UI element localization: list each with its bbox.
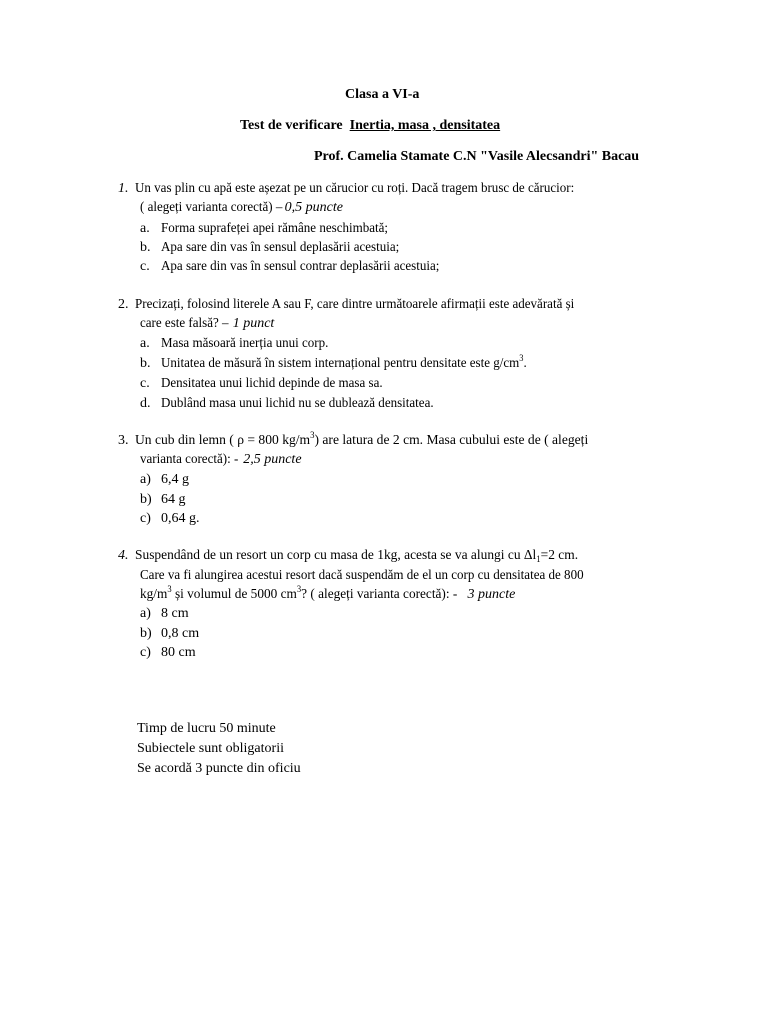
question-4-points: 3 puncte [467,587,516,602]
option-label: a) [140,472,151,487]
q3-option-a [140,471,151,489]
q2-option-c [140,375,150,393]
q4-option-b-text: 0,8 cm [161,626,200,641]
question-2-number: 2. [118,297,129,312]
q1-option-a [140,220,150,238]
option-label: c. [140,376,150,391]
option-label: b. [140,356,151,371]
footer-mandatory: Subiectele sunt obligatorii [137,741,284,756]
q2-option-a [140,335,150,353]
question-3-line-1 [118,432,602,450]
question-4-text [135,547,578,565]
q4-text-b: =2 cm. [540,548,579,563]
delta-l-symbol: Δl [523,548,537,563]
q4-text-3a: kg/m [140,587,168,602]
question-4-line-1 [118,547,597,565]
option-text: Unitatea de măsură în sistem internațional pentru densitate este g/cm [161,356,520,371]
q1-option-c-text: Apa sare din vas în sensul contrar deplasării acestuia; [161,259,440,274]
question-3-line-2 [140,451,302,469]
superscript: 3 [310,430,315,440]
superscript: 3 [167,584,172,594]
question-1-text: Un vas plin cu apă este așezat pe un cărucior cu roți. Dacă tragem brusc de cărucior: [135,181,575,196]
option-label: a. [140,221,150,236]
q1-option-b-text: Apa sare din vas în sensul deplasării acestuia; [161,240,400,255]
author-line: Prof. Camelia Stamate C.N "Vasile Alecsandri" Bacau [314,149,640,164]
question-1-points: 0,5 puncte [284,200,343,215]
q3-option-b-text: 64 g [161,492,186,507]
q4-text-3b: și volumul de 5000 cm [171,587,297,602]
question-4-line-2 [140,567,617,585]
q3-option-c-text: 0,64 g. [161,511,200,526]
test-title-prefix: Test de verificare [240,118,343,133]
q3-option-a-text: 6,4 g [161,472,189,487]
q3-option-c [140,510,151,528]
q4-text-a: Suspendând de un resort un corp cu masa de 1kg, acesta se va alungi cu [135,548,524,563]
question-1-line-2 [140,199,343,217]
footer-bonus: Se acordă 3 puncte din oficiu [137,761,301,776]
test-topic: Inertia, masa , densitatea [349,118,501,133]
q3-option-b [140,491,152,509]
q2-option-b-text [161,355,527,373]
option-label: c) [140,511,151,526]
question-1-line-1 [118,180,607,198]
question-2-line-1 [118,296,607,314]
q3-text-a: Un cub din lemn ( ρ = 800 kg/m [135,433,311,448]
q2-option-c-text: Densitatea unui lichid depinde de masa sa. [161,376,383,391]
q2-option-d [140,395,151,413]
q4-text-3c: ? ( alegeți varianta corectă): - [301,587,458,602]
q4-option-a-text: 8 cm [161,606,189,621]
option-label: c) [140,645,151,660]
question-3-text [135,432,588,450]
question-1-number: 1. [118,181,129,196]
question-3-number: 3. [118,433,129,448]
subscript: 1 [536,554,541,564]
option-label: d. [140,396,151,411]
class-title: Clasa a VI-a [345,87,420,102]
test-title [240,117,500,135]
question-2-points: 1 punct [232,316,275,331]
question-4-text-2: Care va fi alungirea acestui resort dacă suspendăm de el un corp cu densitatea de 800 [140,568,584,583]
question-2-text: Precizați, folosind literele A sau F, care dintre următoarele afirmații este adevărată și [135,297,575,312]
q2-option-a-text: Masa măsoară inerția unui corp. [161,336,329,351]
question-1-text-2: ( alegeți varianta corectă) – [140,200,283,215]
question-2-line-2 [140,315,274,333]
q1-option-c [140,258,150,276]
q3-text-b: ) are latura de 2 cm. Masa cubului este de ( alegeți [314,433,589,448]
question-4-line-3 [140,586,515,604]
q2-option-d-text: Dublând masa unui lichid nu se dublează densitatea. [161,396,434,411]
q2-option-b [140,355,151,373]
q1-option-b [140,239,151,257]
question-2-text-2: care este falsă? – [140,316,229,331]
superscript: 3 [296,584,302,594]
question-4-number: 4. [118,548,129,563]
option-label: a) [140,606,151,621]
q1-option-a-text: Forma suprafeței apei rămâne neschimbată; [161,221,389,236]
q4-option-b [140,625,152,643]
option-label: b) [140,492,152,507]
option-label: a. [140,336,150,351]
option-label: b. [140,240,151,255]
footer-time: Timp de lucru 50 minute [137,721,276,736]
option-label: b) [140,626,152,641]
superscript: 3 [519,353,524,363]
question-3-points: 2,5 puncte [243,452,302,467]
question-4-text-3 [140,586,457,604]
q4-option-c [140,644,151,662]
q4-option-c-text: 80 cm [161,645,196,660]
option-label: c. [140,259,150,274]
question-3-text-2: varianta corectă): - [140,452,239,467]
option-text-end: . [523,356,527,371]
q4-option-a [140,605,151,623]
